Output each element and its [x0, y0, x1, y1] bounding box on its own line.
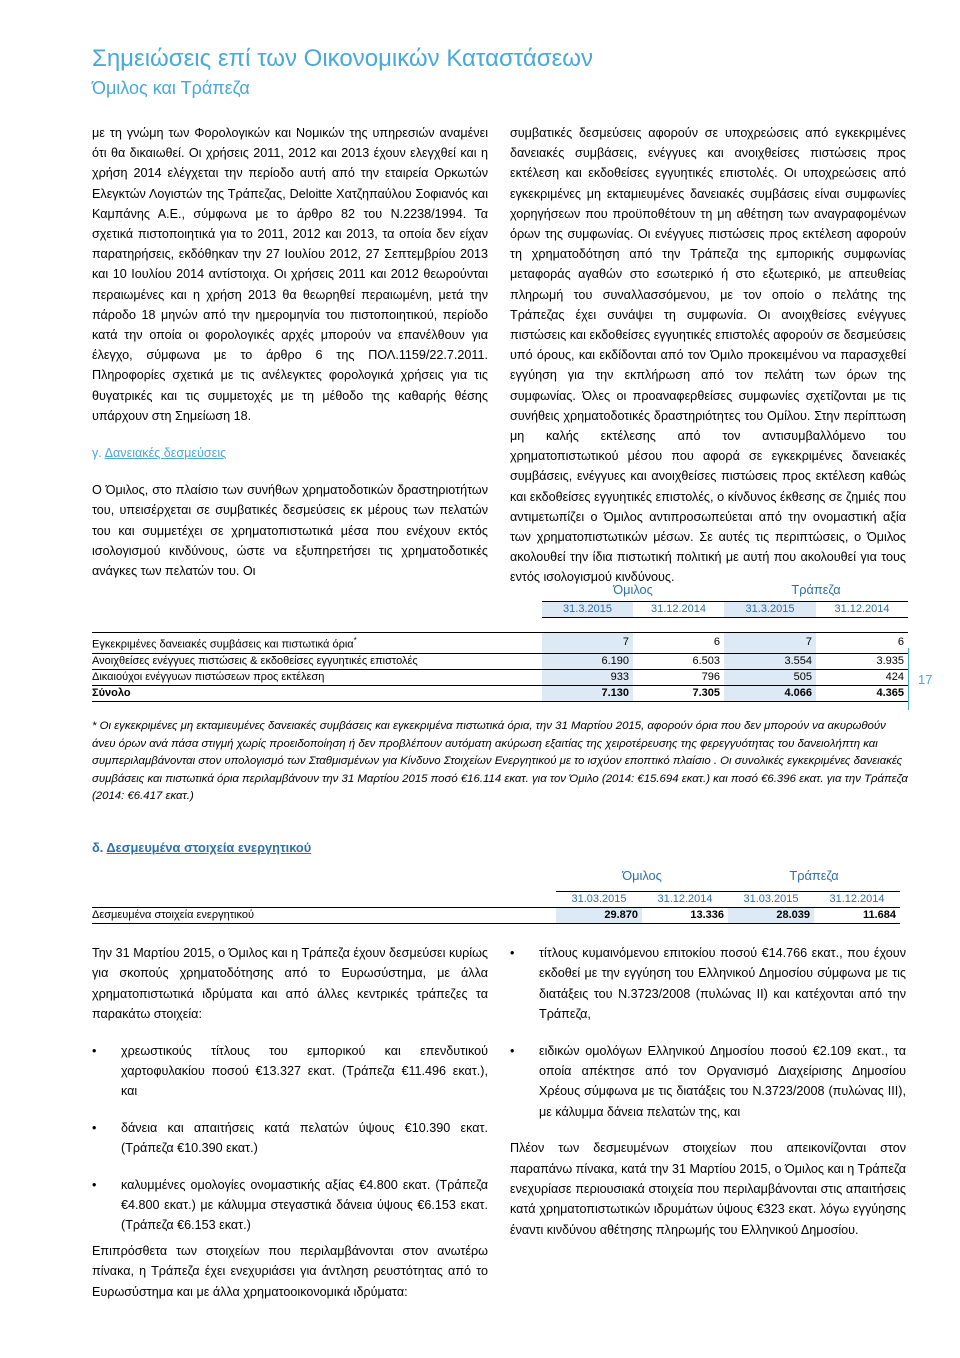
- date-header: 31.3.2015: [724, 602, 816, 618]
- table-cell: 6.503: [633, 653, 724, 669]
- page-subtitle: Όμιλος και Τράπεζα: [92, 78, 250, 98]
- section-heading-d-text: Δεσμευμένα στοιχεία ενεργητικού: [106, 840, 312, 855]
- bullet-icon: •: [92, 1177, 97, 1192]
- group-column-header: Όμιλος: [622, 868, 662, 883]
- table-cell: 3.554: [724, 653, 816, 669]
- date-header: 31.12.2014: [633, 602, 724, 618]
- table-row: [92, 633, 908, 654]
- table-header-row: [92, 868, 900, 883]
- list-item: • ειδικών ομολόγων Ελληνικού Δημοσίου ποσού €2.109 εκατ., τα οποία απέκτησε από τον Οργανισμό Διαχείρισης Δημοσίου Χρέους σύμφωνα με τις διατάξεις του Ν.3723/2008 (πυλώνας ΙΙΙ), με κάλυμμα δάνεια πελατών της, και: [510, 1041, 906, 1123]
- table-cell: 933: [542, 669, 633, 685]
- pledged-assets-table: [92, 868, 900, 924]
- section-heading-d-prefix: δ.: [92, 840, 104, 855]
- table-cell: 29.870: [556, 908, 642, 924]
- group-column-header: Όμιλος: [613, 582, 653, 597]
- total-cell: 7.130: [542, 685, 633, 701]
- section-heading-c: [92, 443, 488, 463]
- page-number: 17: [918, 672, 933, 687]
- date-header: 31.12.2014: [816, 602, 908, 618]
- table-header-row: [92, 582, 908, 597]
- table-cell: 424: [816, 669, 908, 685]
- pledged-text-right: [510, 943, 906, 1240]
- list-item: • καλυμμένες ομολογίες ονομαστικής αξίας €4.800 εκατ. (Τράπεζα €4.800 εκατ.) με κάλυμμα στεγαστικά δάνεια ύψους €6.153 εκατ. (Τράπεζα €6.153 εκατ.): [92, 1175, 488, 1236]
- table-row: [92, 653, 908, 669]
- text-column-left: [92, 123, 488, 581]
- pledged-intro-paragraph: Την 31 Μαρτίου 2015, ο Όμιλος και η Τράπεζα έχουν δεσμεύσει κυρίως για σκοπούς χρηματοδότησης από το Ευρωσύστημα, με άλλα χρηματοπιστωτικά ιδρύματα και από άλλες κεντρικές τράπεζες τα παρακάτω στοιχεία:: [92, 946, 488, 1022]
- page-number-divider: [908, 648, 909, 710]
- bullet-icon: •: [92, 1120, 97, 1135]
- table-cell: 6: [816, 633, 908, 654]
- date-header: 31.3.2015: [542, 602, 633, 618]
- table-cell: 6.190: [542, 653, 633, 669]
- table-cell: 3.935: [816, 653, 908, 669]
- pledged-outro-paragraph: Επιπρόσθετα των στοιχείων που περιλαμβάνονται στον ανωτέρω πίνακα, η Τράπεζα έχει ενεχυριάσει για άντληση ρευστότητας από το Ευρωσύστημα και με άλλα χρηματοοικονομικά ιδρύματα:: [92, 1243, 488, 1299]
- table-row: [92, 908, 900, 924]
- text-column-right: [510, 123, 906, 588]
- date-header: 31.12.2014: [814, 892, 900, 908]
- bullet-icon: •: [92, 1043, 97, 1058]
- bank-column-header: Τράπεζα: [789, 868, 839, 883]
- table-cell: 505: [724, 669, 816, 685]
- commitments-paragraph: συμβατικές δεσμεύσεις αφορούν σε υποχρεώσεις από εγκεκριμένες δανειακές συμβάσεις, ενέγγυες και ανοιχθείσες πιστώσεις προς εκτέλεση και εκδοθείσες εγγυητικές επιστολές. Οι υποχρεώσεις από εγκεκριμένες μη εκταμιευμένες δανειακές συμβάσεις είναι συμφωνίες χορηγήσεων που προϋποθέτουν τη μη αθέτηση των αναγραφομένων όρων της συμφωνίας. Οι ενέγγυες πιστώσεις προς εκτέλεση αφορούν τη χρηματοδότηση από την Τράπεζα της εμπορικής συμφωνίας μεταφοράς αγαθών στο εσωτερικό ή στο εξωτερικό, με απευθείας πληρωμή του συναλλασσόμενου, με τον οποίο ο πελάτης της Τράπεζας έχει συνάψει τη συμφωνία. Οι ανοιχθείσες ενέγγυες πιστώσεις και εκδοθείσες εγγυητικές επιστολές αφορούν σε δεσμεύσεις υπό όρους, και εκδίδονται από τον Όμιλο προκειμένου να παρασχεθεί εγγύηση για την εκπλήρωση από τον πελάτη των όρων της συμφωνίας. Όλες οι προαναφερθείσες συμφωνίες σχετίζονται με τις συνήθεις χρηματοδοτικές δραστηριότητες του Ομίλου. Στην περίπτωση μη καλής εκτέλεσης από τον αντισυμβαλλόμενο του χρηματοπιστωτικού μέσου που αφορά σε εγκεκριμένες δανειακές συμβάσεις, ενέγγυες και ανοιχθείσες πιστώσεις προς εκτέλεση καθώς και εκδοθείσες εγγυητικές επιστολές, ο κίνδυνος έκθεσης σε ζημιές που αντιμετωπίζει ο Όμιλος αντιπροσωπεύεται από την ονομαστική αξία των χρηματοπιστωτικών μέσων. Σε αυτές τις περιπτώσεις, ο Όμιλος ακολουθεί την ίδια πιστωτική πολιτική με αυτή που ακολουθεί για τους εντός ισολογισμού κινδύνους.: [510, 126, 906, 585]
- total-cell: 4.365: [816, 685, 908, 701]
- section-heading-c-prefix: γ.: [92, 446, 102, 461]
- list-item: • δάνεια και απαιτήσεις κατά πελατών ύψους €10.390 εκατ. (Τράπεζα €10.390 εκατ.): [92, 1118, 488, 1159]
- total-label: Σύνολο: [92, 685, 542, 701]
- table-row: [92, 669, 908, 685]
- row-label: Εγκεκριμένες δανειακές συμβάσεις και πιστωτικά όρια*: [92, 633, 542, 654]
- row-label: Δικαιούχοι ενέγγυων πιστώσεων προς εκτέλεση: [92, 669, 542, 685]
- table-cell: 28.039: [728, 908, 814, 924]
- bullet-icon: •: [510, 946, 515, 960]
- section-heading-d: [92, 840, 311, 855]
- pledged-text-left: [92, 943, 488, 1302]
- table-footnote: * Οι εγκεκριμένες μη εκταμιευμένες δανειακές συμβάσεις και εγκεκριμένα πιστωτικά όρια, την 31 Μαρτίου 2015, αφορούν όρια που δεν μπορούν να ακυρωθούν άνευ όρων ανά πάσα στιγμή χωρίς προειδοποίηση ή δεν προβλέπουν αυτόματη ακύρωση εξαιτίας της χειροτέρευσης της φερεγγυότητας του δανειολήπτη και συμπεριλαμβάνονται στον υπολογισμό των Σταθμισμένων για Κίνδυνο Στοιχείων Ενεργητικού με το ισχύον εποπτικό πλαίσιο . Οι συνολικές εγκεκριμένες δανειακές συμβάσεις και πιστωτικά όρια περιλαμβάνουν την 31 Μαρτίου 2015 ποσό €16.114 εκατ. για τον Όμιλο (2014: €15.694 εκατ.) και ποσό €6.396 εκατ. για την Τράπεζα (2014: €6.417 εκατ.): [92, 720, 908, 803]
- row-label: Ανοιχθείσες ενέγγυες πιστώσεις & εκδοθείσες εγγυητικές επιστολές: [92, 653, 542, 669]
- bank-column-header: Τράπεζα: [791, 582, 841, 597]
- table-cell: 7: [724, 633, 816, 654]
- list-item: • χρεωστικούς τίτλους του εμπορικού και επενδυτικού χαρτοφυλακίου ποσού €13.327 εκατ. (Τράπεζα €11.496 εκατ.), και: [92, 1041, 488, 1102]
- bullet-icon: •: [510, 1043, 515, 1058]
- date-header: 31.03.2015: [556, 892, 642, 908]
- table-cell: 6: [633, 633, 724, 654]
- loan-commitments-paragraph: Ο Όμιλος, στο πλαίσιο των συνήθων χρηματοδοτικών δραστηριοτήτων του, υπεισέρχεται σε συμβατικές δεσμεύσεις εκ μέρους των πελατών του και συμμετέχει σε χρηματοπιστωτικά μέσα που ενέχουν εκτός ισολογισμού κινδύνους, ώστε να εξυπηρετήσει τις χρηματοδοτικές ανάγκες των πελατών του. Οι: [92, 483, 488, 579]
- section-heading-c-text: Δανειακές δεσμεύσεις: [104, 446, 227, 461]
- commitments-table: [92, 582, 908, 702]
- table-cell: 11.684: [814, 908, 900, 924]
- page-title: Σημειώσεις επί των Οικονομικών Καταστάσεων: [92, 45, 594, 72]
- table-cell: 7: [542, 633, 633, 654]
- total-cell: 4.066: [724, 685, 816, 701]
- total-cell: 7.305: [633, 685, 724, 701]
- table-date-row: [92, 892, 900, 908]
- row-label: Δεσμευμένα στοιχεία ενεργητικού: [92, 908, 556, 924]
- table-total-row: [92, 685, 908, 701]
- date-header: 31.12.2014: [642, 892, 728, 908]
- pledged-final-paragraph: Πλέον των δεσμευμένων στοιχείων που απεικονίζονται στον παραπάνω πίνακα, κατά την 31 Μαρτίου 2015, ο Όμιλος και η Τράπεζα ενεχυρίασε περιουσιακά στοιχεία που περιλαμβάνονται στις απαιτήσεις κατά χρηματοπιστωτικών ιδρυμάτων ύψους €323 εκατ. λόγω εγγύησης έναντι κινδύνου αθέτησης πληρωμής του Ελληνικού Δημοσίου.: [510, 1141, 906, 1237]
- date-header: 31.03.2015: [728, 892, 814, 908]
- tax-audit-paragraph: με τη γνώμη των Φορολογικών και Νομικών της υπηρεσιών αναμένει ότι θα δικαιωθεί. Οι χρήσεις 2011, 2012 και 2013 έχουν ελεγχθεί και η χρήση 2014 ελέγχεται την περίοδο αυτή από την εταιρεία Ορκωτών Ελεγκτών Λογιστών της Τράπεζας, Deloitte Χατζηπαύλου Σοφιανός και Καμπάνης Α.Ε., σύμφωνα με το άρθρο 82 του Ν.2238/1994. Τα σχετικά πιστοποιητικά για το 2011, 2012 και 2013, τα οποία δεν είχαν παρατηρήσεις, εκδόθηκαν την 27 Ιουλίου 2012, 27 Σεπτεμβρίου 2013 και 10 Ιουλίου 2014 αντίστοιχα. Οι χρήσεις 2011 και 2012 θεωρούνται περαιωμένες και η χρήση 2013 θα θεωρηθεί περαιωμένη, μετά την πάροδο 18 μηνών από την ημερομηνία του πιστοποιητικού, περίοδο κατά την οποία οι φορολογικές αρχές μπορούν να επανέλθουν για έλεγχο, σύμφωνα με το άρθρο 6 της ΠΟΛ.1159/22.7.2011. Πληροφορίες σχετικά με τις ανέλεγκτες φορολογικά χρήσεις για τις θυγατρικές και τις συμμετοχές με τη μέθοδο της καθαρής θέσης υπάρχουν στη Σημείωση 18.: [92, 126, 488, 423]
- table-cell: 13.336: [642, 908, 728, 924]
- table-date-row: [92, 602, 908, 618]
- list-item: • τίτλους κυμαινόμενου επιτοκίου ποσού €14.766 εκατ., που έχουν εκδοθεί με την εγγύηση του Ελληνικού Δημοσίου σύμφωνα με τις διατάξεις του Ν.3723/2008 (πυλώνας ΙΙ) και κατέχονται από την Τράπεζα,: [510, 943, 906, 1025]
- table-cell: 796: [633, 669, 724, 685]
